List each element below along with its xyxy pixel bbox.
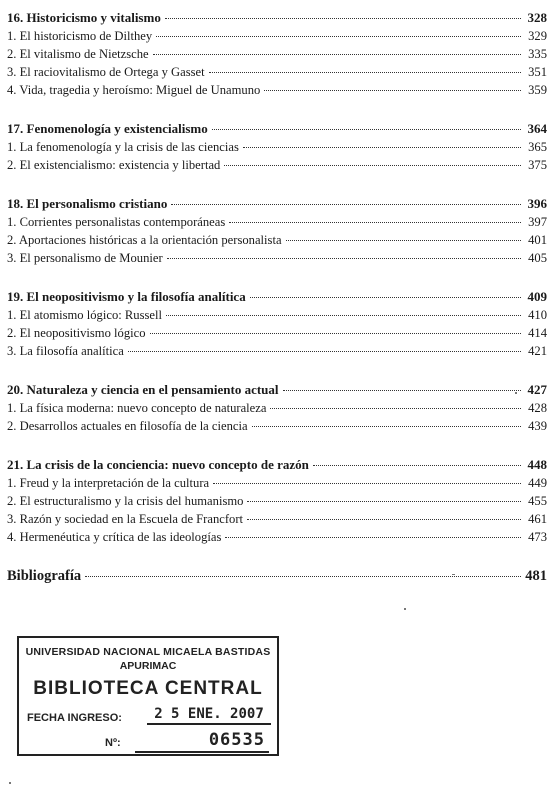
toc-entry-title: 3. La filosofía analítica bbox=[7, 344, 124, 358]
chapter-heading bbox=[7, 457, 547, 476]
dot-leader bbox=[85, 576, 521, 577]
chapter-heading bbox=[7, 289, 547, 308]
dot-leader bbox=[209, 72, 521, 73]
dot-leader bbox=[250, 297, 521, 298]
scan-speck bbox=[515, 392, 517, 394]
toc-entry-title: 2. Desarrollos actuales en filosofía de la ciencia bbox=[7, 419, 248, 433]
toc-entry bbox=[7, 419, 547, 437]
toc-chapter bbox=[7, 121, 547, 176]
toc-entry-page: 473 bbox=[528, 530, 547, 544]
toc-entry-page: 351 bbox=[528, 65, 547, 79]
chapter-title-text: Fenomenología y existencialismo bbox=[26, 121, 208, 136]
dot-leader bbox=[167, 258, 521, 259]
chapter-heading-title bbox=[7, 196, 167, 212]
chapter-number: 17. bbox=[7, 121, 24, 136]
dot-leader bbox=[171, 204, 521, 205]
toc-entry-page: 455 bbox=[528, 494, 547, 508]
dot-leader bbox=[153, 54, 521, 55]
chapter-heading-page: 448 bbox=[527, 457, 547, 472]
stamp-number-value: 06535 bbox=[135, 730, 269, 753]
chapter-heading-page: 427 bbox=[527, 382, 547, 397]
toc-entry bbox=[7, 65, 547, 83]
dot-leader bbox=[166, 315, 521, 316]
chapter-number: 20. bbox=[7, 382, 24, 397]
bibliography-entry-title: Bibliografía bbox=[7, 568, 82, 584]
toc-entry-page: 365 bbox=[528, 140, 547, 154]
toc-entry bbox=[7, 512, 547, 530]
toc-entry bbox=[7, 326, 547, 344]
toc-entry-title: 1. El historicismo de Dilthey bbox=[7, 29, 153, 43]
toc-entry-title: 3. El raciovitalismo de Ortega y Gasset bbox=[7, 65, 205, 79]
toc-entry bbox=[7, 29, 547, 47]
chapter-title-text: Historicismo y vitalismo bbox=[26, 10, 161, 25]
toc-chapter bbox=[7, 10, 547, 101]
dot-leader bbox=[270, 408, 521, 409]
chapter-heading-page: 328 bbox=[527, 10, 547, 25]
dot-leader bbox=[286, 240, 521, 241]
chapter-heading bbox=[7, 382, 547, 401]
dot-leader bbox=[213, 483, 521, 484]
toc-entry bbox=[7, 530, 547, 548]
toc-entry-title: 2. El estructuralismo y la crisis del humanismo bbox=[7, 494, 244, 508]
chapter-number: 19. bbox=[7, 289, 24, 304]
toc-entry bbox=[7, 233, 547, 251]
bibliography-section bbox=[7, 568, 547, 587]
toc-entry-page: 375 bbox=[528, 158, 547, 172]
dot-leader bbox=[128, 351, 521, 352]
dot-leader bbox=[229, 222, 521, 223]
chapter-number: 16. bbox=[7, 10, 24, 25]
toc-entry-page: 421 bbox=[528, 344, 547, 358]
bibliography-entry-page: 481 bbox=[525, 568, 547, 584]
toc-entry bbox=[7, 251, 547, 269]
stamp-number-label: Nº: bbox=[105, 737, 121, 749]
toc-entry-page: 428 bbox=[528, 401, 547, 415]
chapter-heading-page: 396 bbox=[527, 196, 547, 211]
chapter-heading-page: 409 bbox=[527, 289, 547, 304]
dot-leader bbox=[225, 537, 521, 538]
dot-leader bbox=[156, 36, 521, 37]
dot-leader bbox=[247, 501, 521, 502]
dot-leader bbox=[150, 333, 521, 334]
toc-entry-title: 4. Hermenéutica y crítica de las ideologías bbox=[7, 530, 222, 544]
toc-entry-page: 359 bbox=[528, 83, 547, 97]
chapter-title-text: Naturaleza y ciencia en el pensamiento actual bbox=[26, 382, 279, 397]
chapter-heading-title bbox=[7, 289, 246, 305]
toc-entry-title: 2. El vitalismo de Nietzsche bbox=[7, 47, 149, 61]
stamp-library-name: BIBLIOTECA CENTRAL bbox=[33, 678, 263, 699]
toc-entry bbox=[7, 476, 547, 494]
toc-entry-page: 329 bbox=[528, 29, 547, 43]
chapter-heading-page: 364 bbox=[527, 121, 547, 136]
scan-speck bbox=[452, 574, 455, 575]
bibliography-entry bbox=[7, 568, 547, 587]
dot-leader bbox=[165, 18, 521, 19]
stamp-date-value: 2 5 ENE. 2007 bbox=[147, 706, 271, 725]
toc-entry bbox=[7, 494, 547, 512]
dot-leader bbox=[252, 426, 521, 427]
chapter-number: 21. bbox=[7, 457, 24, 472]
toc-entry-page: 461 bbox=[528, 512, 547, 526]
toc-chapter bbox=[7, 382, 547, 437]
toc-entry-title: 1. El atomismo lógico: Russell bbox=[7, 308, 162, 322]
chapter-heading bbox=[7, 121, 547, 140]
toc-entry-title: 1. Freud y la interpretación de la cultura bbox=[7, 476, 210, 490]
stamp-university: UNIVERSIDAD NACIONAL MICAELA BASTIDAS bbox=[25, 646, 271, 658]
toc-entry-page: 405 bbox=[528, 251, 547, 265]
toc-entry-title: 1. Corrientes personalistas contemporáneas bbox=[7, 215, 226, 229]
toc-entry bbox=[7, 140, 547, 158]
toc-entry-title: 2. Aportaciones históricas a la orientación personalista bbox=[7, 233, 282, 247]
dot-leader bbox=[313, 465, 521, 466]
toc-entry bbox=[7, 308, 547, 326]
toc-entry-page: 410 bbox=[528, 308, 547, 322]
toc-chapter bbox=[7, 196, 547, 269]
toc-entry-title: 1. La física moderna: nuevo concepto de naturaleza bbox=[7, 401, 267, 415]
toc-entry bbox=[7, 83, 547, 101]
toc-entry-page: 449 bbox=[528, 476, 547, 490]
scan-speck bbox=[9, 782, 11, 784]
dot-leader bbox=[264, 90, 521, 91]
chapter-heading-title bbox=[7, 457, 309, 473]
dot-leader bbox=[212, 129, 521, 130]
toc-entry-page: 397 bbox=[528, 215, 547, 229]
toc-entry-page: 414 bbox=[528, 326, 547, 340]
dot-leader bbox=[247, 519, 521, 520]
table-of-contents bbox=[7, 10, 547, 587]
chapter-heading-title bbox=[7, 382, 279, 398]
stamp-date-label: FECHA INGRESO: bbox=[27, 712, 122, 724]
dot-leader bbox=[224, 165, 521, 166]
dot-leader bbox=[283, 390, 521, 391]
scan-speck bbox=[404, 608, 406, 610]
toc-entry bbox=[7, 344, 547, 362]
chapter-heading bbox=[7, 10, 547, 29]
chapter-heading bbox=[7, 196, 547, 215]
chapter-title-text: El personalismo cristiano bbox=[26, 196, 168, 211]
toc-entry-title: 2. El existencialismo: existencia y libertad bbox=[7, 158, 221, 172]
chapter-title-text: El neopositivismo y la filosofía analítica bbox=[26, 289, 246, 304]
chapter-heading-title bbox=[7, 121, 208, 137]
toc-chapter bbox=[7, 289, 547, 362]
dot-leader bbox=[243, 147, 521, 148]
toc-entry-title: 3. Razón y sociedad en la Escuela de Francfort bbox=[7, 512, 244, 526]
toc-chapter bbox=[7, 457, 547, 548]
toc-entry bbox=[7, 215, 547, 233]
toc-entry-title: 4. Vida, tragedia y heroísmo: Miguel de Unamuno bbox=[7, 83, 261, 97]
stamp-region: APURIMAC bbox=[119, 660, 177, 672]
library-stamp bbox=[17, 636, 279, 756]
toc-entry bbox=[7, 401, 547, 419]
toc-entry-title: 1. La fenomenología y la crisis de las ciencias bbox=[7, 140, 239, 154]
chapter-number: 18. bbox=[7, 196, 24, 211]
toc-entry-title: 3. El personalismo de Mounier bbox=[7, 251, 163, 265]
toc-entry-title: 2. El neopositivismo lógico bbox=[7, 326, 146, 340]
toc-entry-page: 401 bbox=[528, 233, 547, 247]
chapter-title-text: La crisis de la conciencia: nuevo concepto de razón bbox=[26, 457, 309, 472]
chapter-heading-title bbox=[7, 10, 161, 26]
toc-entry-page: 439 bbox=[528, 419, 547, 433]
toc-entry-page: 335 bbox=[528, 47, 547, 61]
toc-entry bbox=[7, 47, 547, 65]
toc-entry bbox=[7, 158, 547, 176]
